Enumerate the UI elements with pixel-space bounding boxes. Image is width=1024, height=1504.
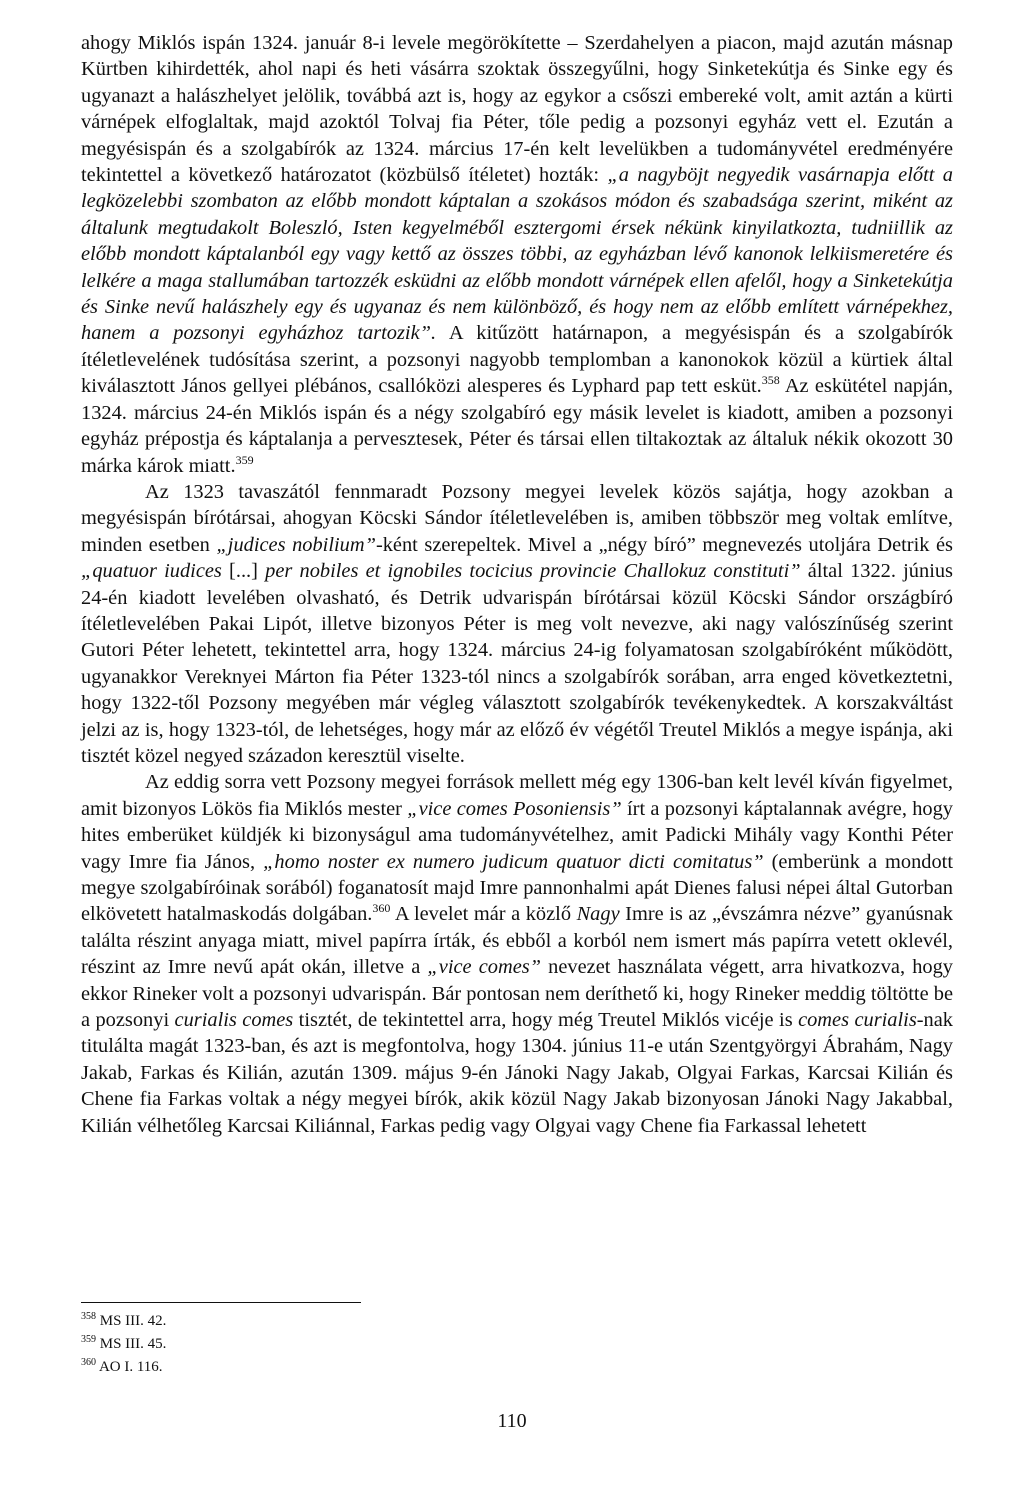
paragraph [81,479,953,769]
footnote-text: AO I. 116. [98,1359,163,1375]
page-number: 110 [497,1410,527,1432]
footnote-number: 358 [81,1311,96,1322]
text-run: tisztét, de tekintettel arra, hogy még Treutel Miklós vicéje is [293,1009,799,1032]
footnote-text: MS III. 45. [99,1336,167,1352]
body-text [81,30,953,1139]
text-run: [...] [221,560,266,583]
italic-text: „quatuor iudices [81,560,222,583]
footnote-ref: 359 [235,452,254,467]
italic-text: „vice comes Posoniensis” [407,797,622,820]
text-run: nevezet használata végett, arra hivatkozva, hogy ekkor Rineker volt a pozsonyi udvarispán. Bár pontosan nem deríthető ki, hogy Rineker meddig töltötte be a pozsonyi [81,956,953,1032]
text-run: -nak titulálta magát 1323-ban, és azt is megfontolva, hogy 1304. június 11-e után Szentgyörgyi Ábrahám, Nagy Jakab, Farkas és Kilián, azután 1309. május 9-én Jánoki Nagy Jakab, Olgyai Farkas, Karcsai Kilián és Chene fia Farkas voltak a négy megyei bírók, akik közül Nagy Jakab bizonyosan Jánoki Nagy Jakabbal, Kilián vélhetőleg Karcsai Kiliánnal, Farkas pedig vagy Olgyai vagy Chene fia Farkassal lehetett [81,1009,953,1137]
footnote-number: 360 [81,1357,96,1368]
text-run: írt a pozsonyi káptalannak avégre, hogy hites emberüket küldjék ki bizonyságul ama tudományvételhez, amit Padicki Mihály vagy Konthi Péter vagy Imre fia János, [81,797,953,873]
text-run: -ként szerepeltek. Mivel a „négy bíró” megnevezés utoljára Detrik és [375,533,953,556]
paragraph [81,30,953,479]
footnote [81,1310,681,1333]
italic-text: per nobiles et ignobiles tocicius provincie Challokuz constituti” [265,560,801,583]
italic-text: „a nagyböjt negyedik vasárnapja előtt a legközelebbi szombaton az előbb mondott káptalan a szokásos módon és szabadsága szerint, miként az általunk megtudakolt Boleszló, Isten kegyelméből esztergomi érsek nékünk kinyilatkozta, tudniillik az előbb mondott káptalanból egy vagy kettő az összes többi, az egyházban lévő kanonok lelkiismeretére és lelkére a maga stallumában tartozzék esküdni az előbb mondott várnépek ellen afelől, hogy a Sinketekútja és Sinke nevű halászhely egy és ugyanaz és nem különböző, és hogy nem az előbb említett várnépekhez, hanem a pozsonyi egyházhoz tartozik”. [81,164,953,345]
text-run: A kitűzött határnapon, a megyésispán és a szolgabírók ítéletlevelének tudósítása szerint, a pozsonyi nagyobb templomban a kanonokok közül a kürtiek által kiválasztott János gellyei plébános, csallóközi alesperes és Lyphard pap tett esküt. [81,322,953,398]
footnote [81,1356,681,1379]
text-run: Az 1323 tavaszától fennmaradt Pozsony megyei levelek közös sajátja, hogy azokban a megyésispán bírótársai, ahogyan Köcski Sándor ítéletlevelében is, amiben többször meg voltak említve, minden esetben [81,480,953,556]
text-run: ahogy Miklós ispán 1324. január 8-i levele megörökítette – Szerdahelyen a piacon, majd azután másnap Kürtben kihirdették, ahol napi és heti vásárra szoktak összegyűlni, hogy Sinketekútja és Sinke egy és ugyanazt a halászhelyet jelölik, továbbá azt is, hogy az egykor a csőszi embereké volt, amit aztán a kürti várnépek elfoglaltak, majd azoktól Tolvaj fia Péter, tőle pedig a pozsonyi egyház vett el. Ezután a megyésispán és a szolgabírók az 1324. március 17-én kelt levelükben a tudományvétel eredményére tekintettel a következő határozatot (közbülső ítéletet) hozták: [81,32,953,187]
italic-text: „judices nobilium” [216,533,376,556]
italic-text: „vice comes” [427,956,542,979]
text-run: Az eddig sorra vett Pozsony megyei források mellett még egy 1306-ban kelt levél kíván figyelmet, amit bizonyos Lökös fia Miklós mester [81,771,953,820]
italic-text: comes curialis [798,1009,917,1032]
footnote-ref: 358 [761,373,780,388]
italic-text: curialis comes [174,1009,294,1032]
text-run: A levelet már a közlő [390,903,577,926]
footnote-text: MS III. 42. [99,1313,167,1329]
text-run: Imre is az „évszámra nézve” gyanúsnak találta részint anyaga miatt, mivel papírra írták, és ebből a korból nem ismert más papírra vetett oklevél, részint az Imre nevű apát okán, illetve a [81,903,953,979]
footnote-number: 359 [81,1334,96,1345]
footnote-separator [81,1302,361,1303]
italic-text: „homo noster ex numero judicum quatuor dicti comitatus” [263,850,764,873]
footnote [81,1333,681,1356]
text-run: Az eskütétel napján, 1324. március 24-én Miklós ispán és a négy szolgabíró egy másik levelet is kiadott, amiben a pozsonyi egyház prépostja és káptalanja a pervesztesek, Péter és társai ellen tiltakoztak az általuk nékik okozott 30 márka károk miatt. [81,375,953,477]
text-run: által 1322. június 24-én kiadott levelében olvasható, és Detrik udvarispán bírótársai közül Köcski Sándor országbíró ítéletlevelében Pakai Lipót, illetve bizonyos Péter is meg volt nevezve, aki nagy valószínűség szerint Gutori Péter lehetett, tekintettel arra, hogy 1324. március 24-ig folyamatosan szolgabíróként működött, ugyanakkor Vereknyei Márton fia Péter 1323-tól nincs a szolgabírók sorában, arra enged következtetni, hogy 1322-től Pozsony megyében már végleg választott szolgabírók tevékenykedtek. A korszakváltást jelzi az is, hogy 1323-tól, de lehetséges, hogy már az előző év végétől Treutel Miklós a megye ispánja, aki tisztét közel negyed századon keresztül viselte. [81,560,953,767]
italic-text: Nagy [576,903,620,926]
footnotes [81,1310,681,1379]
paragraph [81,769,953,1139]
text-run: (emberünk a mondott megye szolgabíróinak sorából) foganatosít majd Imre pannonhalmi apát Dienes falusi népei által Gutorban elkövetett hatalmaskodás dolgában. [81,850,953,926]
footnote-ref: 360 [372,901,391,916]
